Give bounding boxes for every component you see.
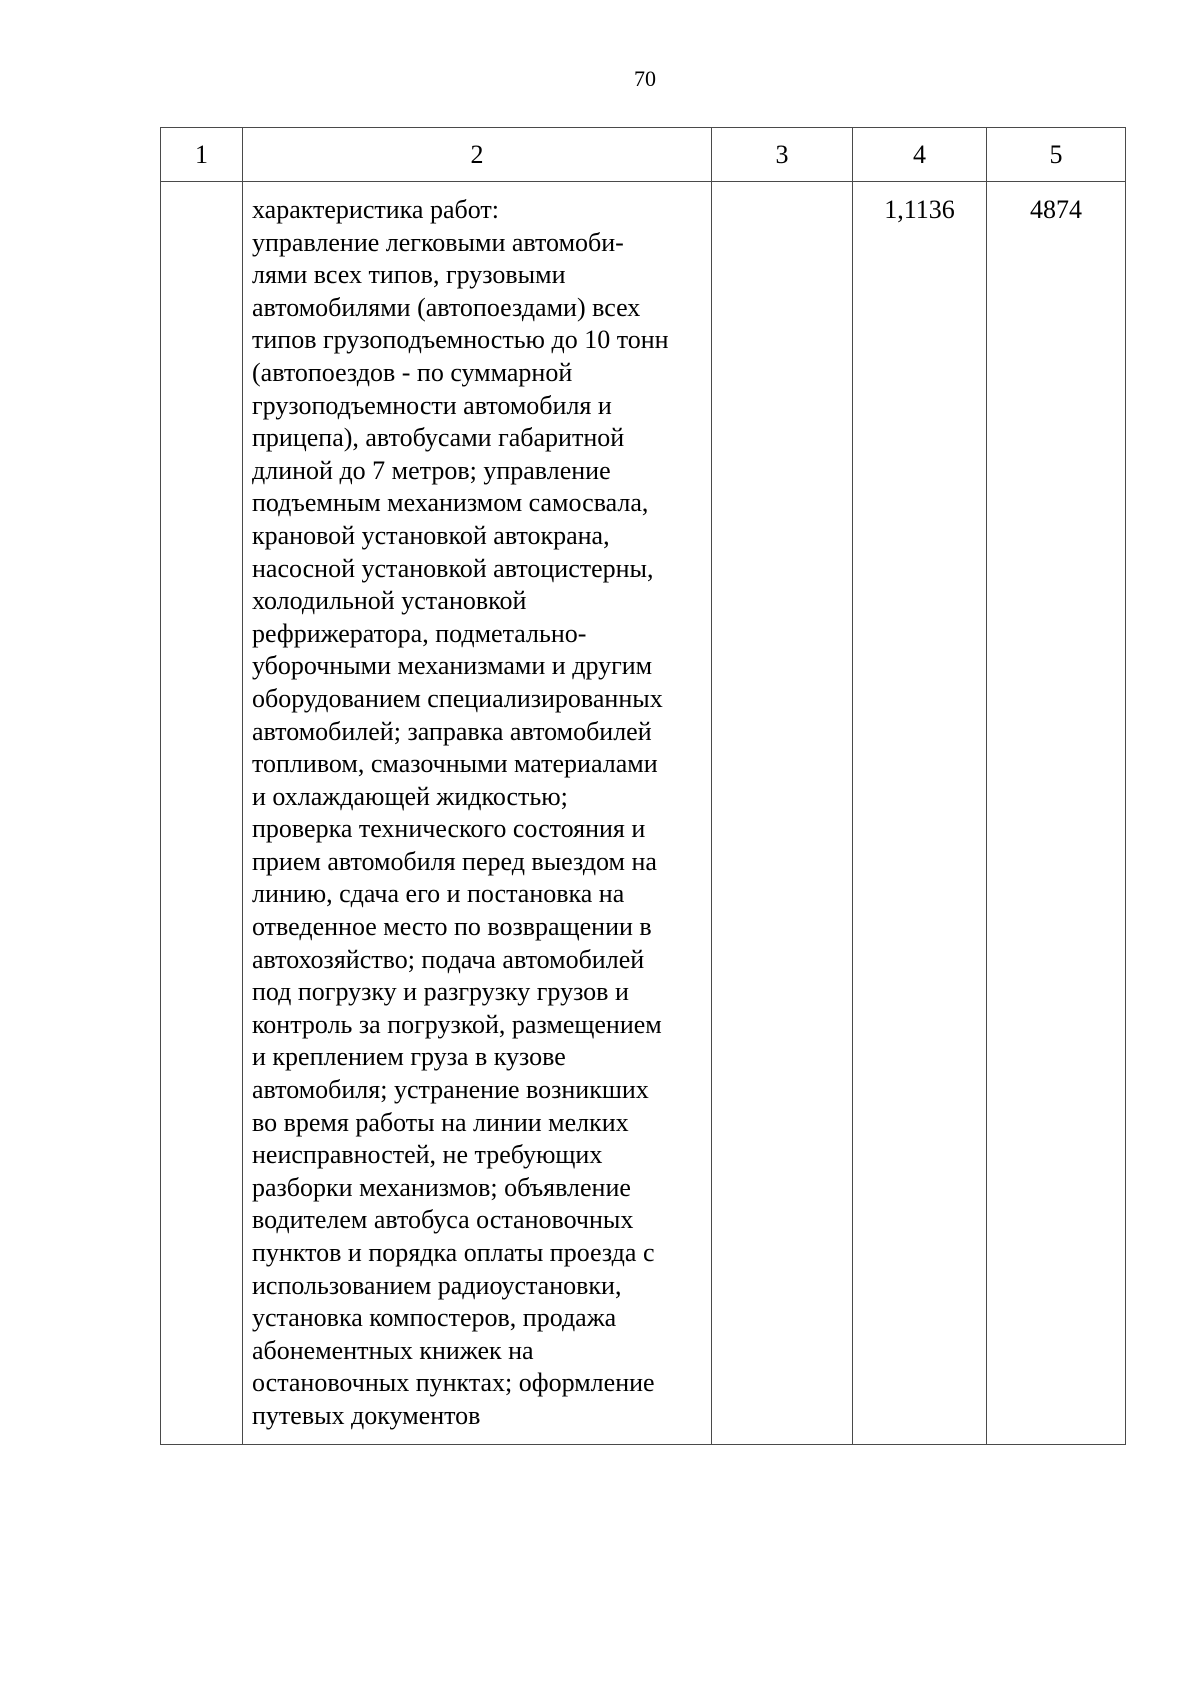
- header-col-4: 4: [853, 128, 987, 182]
- description-line: автохозяйство; подача автомобилей: [252, 944, 645, 974]
- header-col-1: 1: [161, 128, 243, 182]
- description-line: автомобиля; устранение возникших: [252, 1075, 649, 1105]
- description-line: пунктов и порядка оплаты проезда с: [252, 1238, 655, 1267]
- description-line: установка компостеров, продажа: [252, 1303, 617, 1333]
- description-line: (автопоездов - по суммарной: [252, 357, 573, 387]
- description-line: и креплением груза в кузове: [252, 1042, 566, 1072]
- description-line: подъемным механизмом самосвала,: [252, 488, 649, 518]
- description-line: холодильной установкой: [252, 586, 527, 616]
- header-col-2: 2: [243, 128, 712, 182]
- description-line: остановочных пунктах; оформление: [252, 1368, 655, 1398]
- description-line: лями всех типов, грузовыми: [252, 260, 566, 290]
- description-line: отведенное место по возвращении в: [252, 912, 652, 942]
- description-line: крановой установкой автокрана,: [252, 520, 610, 550]
- description-line: разборки механизмов; объявление: [252, 1172, 631, 1202]
- cell-coefficient: 1,1136: [853, 182, 987, 1445]
- tariff-table: [160, 127, 1126, 1445]
- cell-col-3: [712, 182, 853, 1445]
- description-line: водителем автобуса остановочных: [252, 1205, 634, 1235]
- description-line: проверка технического состояния и: [252, 814, 646, 844]
- description-line: грузоподъемности автомобиля и: [252, 390, 612, 420]
- table-row: [161, 182, 1126, 1445]
- description-line: прием автомобиля перед выездом на: [252, 846, 657, 876]
- description-line: во время работы на линии мелких: [252, 1107, 629, 1137]
- description-line: управление легковыми автомоби-: [252, 227, 624, 257]
- description-line: автомобилями (автопоездами) всех: [252, 292, 641, 322]
- cell-col-1: [161, 182, 243, 1445]
- description-line: прицепа), автобусами габаритной: [252, 423, 625, 453]
- description-line: оборудованием специализированных: [252, 683, 663, 713]
- description-line: и охлаждающей жидкостью;: [252, 781, 568, 811]
- description-line: контроль за погрузкой, размещением: [252, 1009, 662, 1039]
- description-line: уборочными механизмами и другим: [252, 651, 653, 681]
- description-line: путевых документов: [252, 1400, 481, 1430]
- description-line: насосной установкой автоцистерны,: [252, 553, 654, 583]
- header-col-5: 5: [987, 128, 1126, 182]
- description-line: абонементных книжек на: [252, 1335, 534, 1365]
- description-line: топливом, смазочными материалами: [252, 749, 658, 779]
- header-col-3: 3: [712, 128, 853, 182]
- description-line: характеристика работ:: [252, 195, 499, 224]
- description-line: под погрузку и разгрузку грузов и: [252, 977, 629, 1007]
- description-line: длиной до 7 метров; управление: [252, 455, 611, 485]
- description-line: использованием радиоустановки,: [252, 1270, 622, 1300]
- description-line: автомобилей; заправка автомобилей: [252, 716, 652, 746]
- description-line: рефрижератора, подметально-: [252, 618, 587, 648]
- description-line: типов грузоподъемностью до 10 тонн: [252, 325, 669, 355]
- page-number: 70: [634, 66, 656, 91]
- cell-description: [243, 182, 712, 1445]
- description-line: линию, сдача его и постановка на: [252, 879, 625, 909]
- header-row: [161, 128, 1126, 182]
- description-line: неисправностей, не требующих: [252, 1140, 603, 1170]
- cell-amount: 4874: [987, 182, 1126, 1445]
